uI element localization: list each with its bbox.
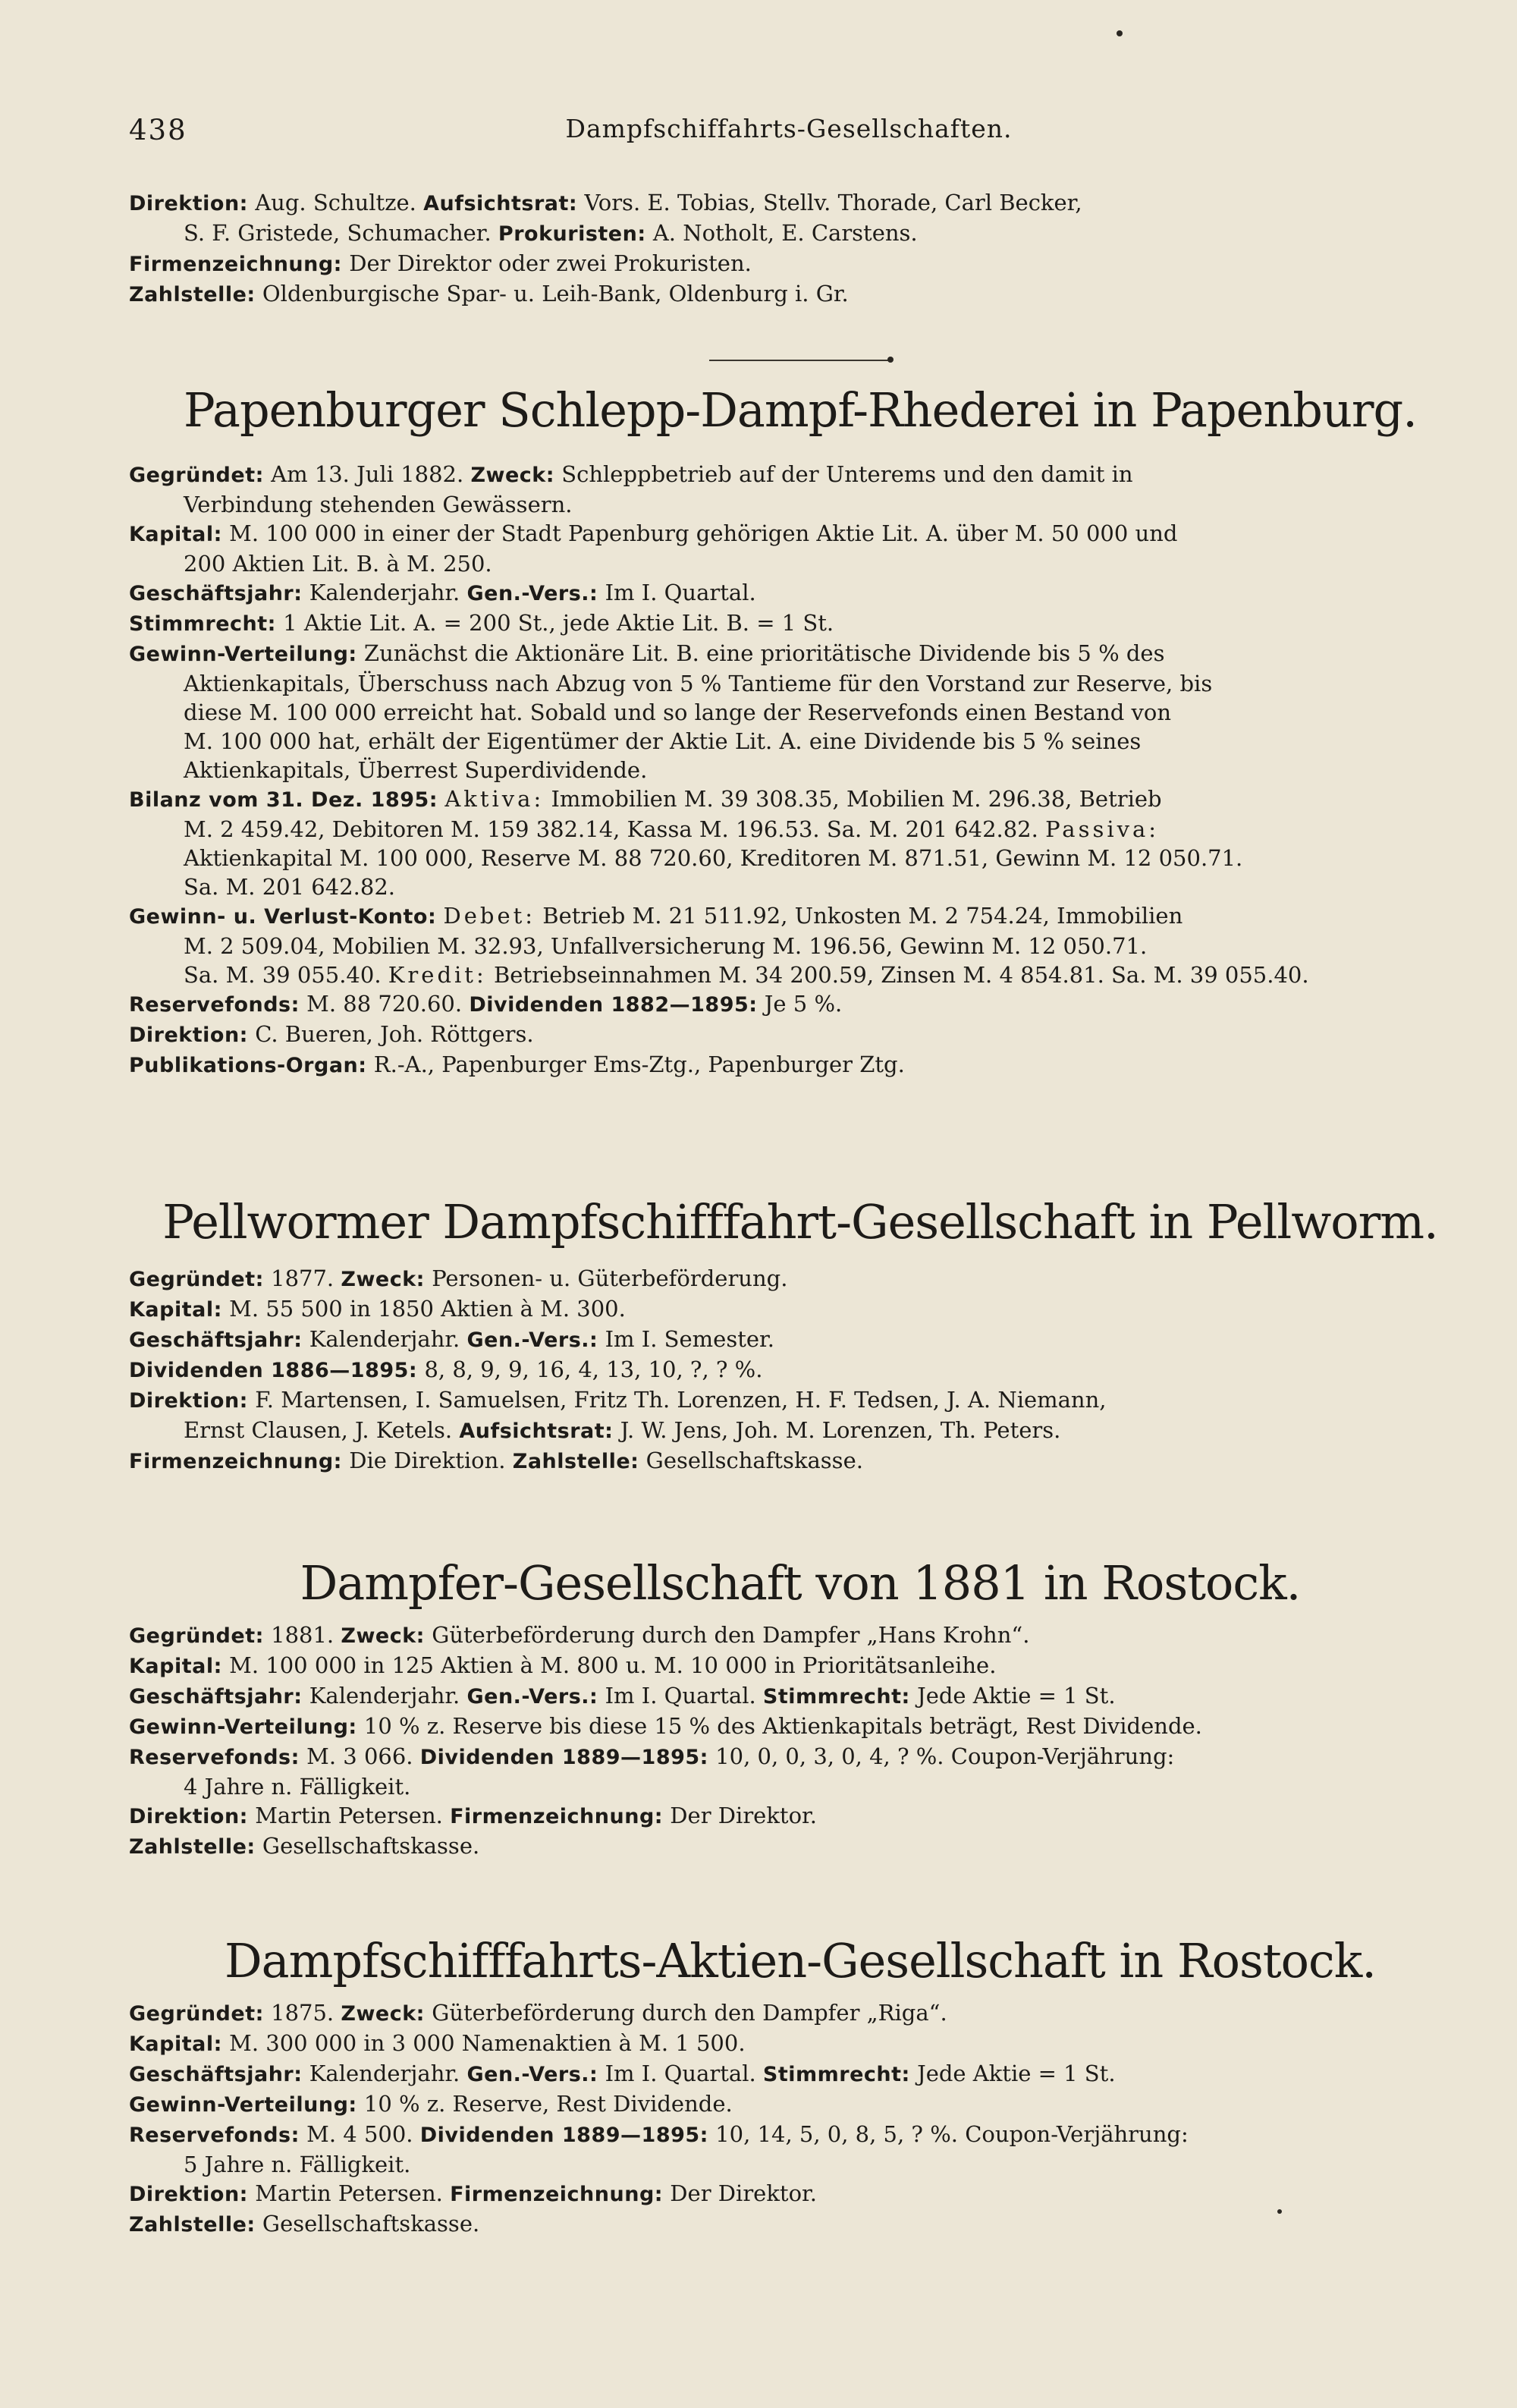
field-value: Gesellschaftskasse.: [645, 1448, 863, 1473]
field-label: Direktion:: [129, 1805, 248, 1828]
entry-line: [129, 669, 1471, 698]
field-value: 10, 14, 5, 0, 8, 5, ? %.: [715, 2121, 958, 2147]
field-value: Coupon-Verjährung:: [950, 1743, 1175, 1769]
entry-line: [129, 756, 1471, 784]
field-value: Martin Petersen.: [255, 1803, 443, 1828]
field-value: 1877.: [271, 1265, 334, 1291]
field-label: Direktion:: [129, 1389, 248, 1413]
entry-pellwormer: [129, 1264, 1471, 1476]
field-value: Im I. Quartal.: [605, 2061, 756, 2086]
entry-line: [129, 1831, 1471, 1862]
print-speck: [1277, 2209, 1282, 2214]
entry-line: [129, 1651, 1471, 1681]
entry-line: [129, 2120, 1471, 2150]
field-value: Jede Aktie = 1 St.: [917, 2061, 1116, 2086]
field-value: M. 3 066.: [306, 1743, 413, 1769]
field-value: Betrieb M. 21 511.92, Unkosten M. 2 754.24, Immobilien: [542, 903, 1183, 929]
field-label: Reservefonds:: [129, 1746, 300, 1769]
entry-line: [129, 1294, 1471, 1325]
entry-line: [129, 1998, 1471, 2029]
section-title-dampfschifffahrts-rostock: Dampfschifffahrts-Aktien-Gesellschaft in Rostock.: [224, 1933, 1377, 1988]
field-value: Immobilien M. 39 308.35, Mobilien M. 296.38, Betrieb: [551, 786, 1162, 812]
entry-line: [129, 2089, 1471, 2120]
field-label: Zahlstelle:: [129, 2213, 256, 2237]
field-value: Vors. E. Tobias, Stellv. Thorade, Carl Becker,: [584, 190, 1082, 215]
field-value: Der Direktor oder zwei Prokuristen.: [349, 250, 752, 276]
entry-line: [129, 2179, 1471, 2209]
entry-line: [129, 2150, 1471, 2179]
field-label: Firmenzeichnung:: [450, 1805, 664, 1828]
running-header: [129, 114, 1449, 159]
field-label: Firmenzeichnung:: [129, 1450, 342, 1473]
field-label: Zahlstelle:: [512, 1450, 639, 1473]
field-value: M. 100 000 in einer der Stadt Papenburg gehörigen Aktie Lit. A. über M. 50 000 und: [229, 520, 1178, 546]
entry-line: [129, 872, 1471, 901]
field-label: Gegründet:: [129, 464, 264, 487]
entry-line: [129, 1416, 1471, 1446]
field-label: Geschäftsjahr:: [129, 582, 303, 605]
entry-line: [129, 844, 1471, 872]
entry-line: [129, 901, 1471, 932]
field-value: Güterbeförderung durch den Dampfer „Hans Krohn“.: [432, 1622, 1030, 1648]
field-label: Kapital:: [129, 1298, 222, 1322]
field-label: Firmenzeichnung:: [450, 2183, 664, 2206]
section-title-pellwormer: Pellwormer Dampfschifffahrt-Gesellschaft in Pellworm.: [162, 1194, 1438, 1250]
field-label: Gen.-Vers.:: [466, 1328, 598, 1352]
field-label: Geschäftsjahr:: [129, 1328, 303, 1352]
entry-line: [129, 549, 1471, 578]
field-label: Geschäftsjahr:: [129, 1685, 303, 1709]
field-label: Publikations-Organ:: [129, 1054, 367, 1077]
field-value: 4 Jahre n. Fälligkeit.: [184, 1774, 411, 1800]
field-label: Gewinn- u. Verlust-Konto:: [129, 905, 437, 929]
field-label: Bilanz vom 31. Dez. 1895:: [129, 788, 438, 812]
entry-line: [129, 1020, 1471, 1050]
field-value: Personen- u. Güterbeförderung.: [432, 1265, 788, 1291]
field-value: M. 100 000 hat, erhält der Eigentümer der Aktie Lit. A. eine Dividende bis 5 % seines: [184, 728, 1142, 754]
running-title: Dampfschiffahrts-Gesellschaften.: [565, 114, 1013, 143]
entry-line: [129, 279, 1471, 310]
field-label: Dividenden 1889—1895:: [419, 1746, 708, 1769]
field-value: Zunächst die Aktionäre Lit. B. eine prioritätische Dividende bis 5 % des: [363, 640, 1165, 666]
entry-line: [129, 1772, 1471, 1801]
entry-papenburger: [129, 460, 1471, 1080]
field-label: Gewinn-Verteilung:: [129, 2093, 357, 2117]
field-value: Kredit:: [388, 962, 487, 988]
field-value: 10 % z. Reserve bis diese 15 % des Aktienkapitals beträgt, Rest Dividende.: [363, 1713, 1202, 1739]
field-label: Gen.-Vers.:: [466, 1685, 598, 1709]
field-value: Verbindung stehenden Gewässern.: [184, 492, 573, 517]
entry-line: [129, 1385, 1471, 1416]
entry-line: [129, 1681, 1471, 1712]
entry-line: [129, 460, 1471, 490]
field-value: Aug. Schultze.: [255, 190, 416, 215]
entry-line: [129, 989, 1471, 1020]
field-value: C. Bueren, Joh. Röttgers.: [255, 1021, 534, 1047]
field-label: Gegründet:: [129, 2002, 264, 2026]
entry-line: [129, 218, 1471, 249]
entry-line: [129, 490, 1471, 519]
field-value: Martin Petersen.: [255, 2180, 443, 2206]
field-label: Zweck:: [341, 1268, 425, 1291]
entry-line: [129, 2029, 1471, 2059]
entry-dampfer-1881: [129, 1621, 1471, 1862]
field-value: Je 5 %.: [764, 991, 843, 1017]
field-value: 1881.: [271, 1622, 334, 1648]
field-label: Gewinn-Verteilung:: [129, 643, 357, 666]
entry-line: [129, 960, 1471, 989]
field-value: 1 Aktie Lit. A. = 200 St., jede Aktie Lit. B. = 1 St.: [283, 610, 834, 636]
divider-dot: [887, 357, 894, 363]
field-value: Aktienkapitals, Überschuss nach Abzug von 5 % Tantieme für den Vorstand zur Reserve, bis: [184, 671, 1213, 696]
field-value: F. Martensen, I. Samuelsen, Fritz Th. Lorenzen, H. F. Tedsen, J. A. Niemann,: [255, 1387, 1107, 1413]
field-label: Dividenden 1882—1895:: [469, 993, 758, 1017]
field-label: Reservefonds:: [129, 993, 300, 1017]
entry-line: [129, 519, 1471, 549]
field-value: Passiva:: [1045, 816, 1160, 842]
field-label: Dividenden 1889—1895:: [419, 2124, 708, 2147]
field-label: Gegründet:: [129, 1624, 264, 1648]
field-value: 10 % z. Reserve, Rest Dividende.: [363, 2091, 733, 2117]
field-value: A. Notholt, E. Carstens.: [652, 220, 918, 246]
field-value: Ernst Clausen, J. Ketels.: [184, 1417, 453, 1443]
field-value: Debet:: [443, 903, 536, 929]
field-value: Sa. M. 201 642.82.: [184, 874, 395, 900]
section-title-papenburger: Papenburger Schlepp-Dampf-Rhederei in Papenburg.: [184, 382, 1417, 438]
field-label: Stimmrecht:: [129, 612, 276, 636]
section-title-dampfer-1881: Dampfer-Gesellschaft von 1881 in Rostock.: [300, 1555, 1301, 1611]
field-value: 8, 8, 9, 9, 16, 4, 13, 10, ?, ? %.: [424, 1356, 763, 1382]
field-label: Zweck:: [341, 1624, 425, 1648]
field-value: Der Direktor.: [670, 1803, 817, 1828]
field-label: Kapital:: [129, 1655, 222, 1678]
field-label: Zweck:: [470, 464, 555, 487]
field-value: Im I. Semester.: [605, 1326, 774, 1352]
field-value: Aktiva:: [444, 786, 545, 812]
entry-line: [129, 1621, 1471, 1651]
entry-previous-tail: [129, 188, 1471, 310]
field-value: Coupon-Verjährung:: [965, 2121, 1189, 2147]
field-value: M. 100 000 in 125 Aktien à M. 800 u. M. 10 000 in Prioritätsanleihe.: [229, 1652, 997, 1678]
field-value: R.-A., Papenburger Ems-Ztg., Papenburger Ztg.: [373, 1052, 905, 1077]
field-value: Gesellschaftskasse.: [262, 2211, 480, 2237]
field-label: Gewinn-Verteilung:: [129, 1715, 357, 1739]
field-value: Im I. Quartal.: [605, 580, 756, 605]
field-value: M. 300 000 in 3 000 Namenaktien à M. 1 500.: [229, 2030, 746, 2056]
field-value: 5 Jahre n. Fälligkeit.: [184, 2152, 411, 2177]
entry-line: [129, 1801, 1471, 1831]
field-value: Am 13. Juli 1882.: [271, 461, 464, 487]
field-label: Geschäftsjahr:: [129, 2063, 303, 2086]
print-speck: [1117, 30, 1123, 36]
field-value: Aktienkapitals, Überrest Superdividende.: [184, 757, 648, 783]
entry-line: [129, 1050, 1471, 1080]
field-value: Sa. M. 39 055.40.: [184, 962, 382, 988]
field-label: Dividenden 1886—1895:: [129, 1359, 418, 1382]
field-label: Direktion:: [129, 1023, 248, 1047]
field-value: 200 Aktien Lit. B. à M. 250.: [184, 551, 492, 577]
entry-dampfschifffahrts-rostock: [129, 1998, 1471, 2240]
field-value: M. 2 509.04, Mobilien M. 32.93, Unfallversicherung M. 196.56, Gewinn M. 12 050.71.: [184, 933, 1148, 959]
field-value: Im I. Quartal.: [605, 1683, 756, 1709]
field-value: M. 55 500 in 1850 Aktien à M. 300.: [229, 1296, 626, 1322]
entry-line: [129, 784, 1471, 815]
entry-line: [129, 2209, 1471, 2240]
field-label: Gen.-Vers.:: [466, 2063, 598, 2086]
entry-line: [129, 639, 1471, 669]
page-number: 438: [129, 114, 187, 146]
entry-line: [129, 608, 1471, 639]
entry-line: [129, 1325, 1471, 1355]
field-label: Aufsichtsrat:: [423, 192, 578, 215]
field-label: Kapital:: [129, 2032, 222, 2056]
field-value: Gesellschaftskasse.: [262, 1833, 480, 1859]
field-value: Kalenderjahr.: [309, 1683, 460, 1709]
entry-line: [129, 1712, 1471, 1742]
field-label: Reservefonds:: [129, 2124, 300, 2147]
field-value: M. 4 500.: [306, 2121, 413, 2147]
entry-line: [129, 932, 1471, 960]
entry-line: [129, 1264, 1471, 1294]
field-value: 10, 0, 0, 3, 0, 4, ? %.: [715, 1743, 944, 1769]
entry-line: [129, 1742, 1471, 1772]
field-value: Schleppbetrieb auf der Unterems und den damit in: [561, 461, 1133, 487]
field-value: Kalenderjahr.: [309, 580, 460, 605]
entry-line: [129, 578, 1471, 608]
field-label: Gegründet:: [129, 1268, 264, 1291]
entry-line: [129, 188, 1471, 218]
field-label: Prokuristen:: [498, 222, 646, 246]
field-label: Zahlstelle:: [129, 1835, 256, 1859]
field-value: Betriebseinnahmen M. 34 200.59, Zinsen M. 4 854.81. Sa. M. 39 055.40.: [493, 962, 1309, 988]
field-label: Direktion:: [129, 2183, 248, 2206]
field-label: Zweck:: [341, 2002, 425, 2026]
field-value: Der Direktor.: [670, 2180, 817, 2206]
field-value: diese M. 100 000 erreicht hat. Sobald und so lange der Reservefonds einen Bestand von: [184, 699, 1172, 725]
field-label: Stimmrecht:: [762, 1685, 910, 1709]
field-value: Aktienkapital M. 100 000, Reserve M. 88 720.60, Kreditoren M. 871.51, Gewinn M. 12 050.71.: [184, 845, 1243, 871]
field-value: Kalenderjahr.: [309, 2061, 460, 2086]
field-value: M. 88 720.60.: [306, 991, 463, 1017]
field-value: Die Direktion.: [349, 1448, 506, 1473]
field-label: Firmenzeichnung:: [129, 253, 342, 276]
field-value: J. W. Jens, Joh. M. Lorenzen, Th. Peters.: [620, 1417, 1061, 1443]
field-value: 1875.: [271, 2000, 334, 2026]
field-value: Kalenderjahr.: [309, 1326, 460, 1352]
entry-line: [129, 1446, 1471, 1476]
field-value: Güterbeförderung durch den Dampfer „Riga“.: [432, 2000, 947, 2026]
field-value: Oldenburgische Spar- u. Leih-Bank, Oldenburg i. Gr.: [262, 281, 849, 307]
entry-line: [129, 698, 1471, 727]
field-value: M. 2 459.42, Debitoren M. 159 382.14, Kassa M. 196.53. Sa. M. 201 642.82.: [184, 816, 1038, 842]
field-label: Aufsichtsrat:: [459, 1419, 614, 1443]
entry-line: [129, 2059, 1471, 2089]
entry-line: [129, 249, 1471, 279]
field-label: Kapital:: [129, 523, 222, 546]
field-label: Gen.-Vers.:: [466, 582, 598, 605]
field-value: Jede Aktie = 1 St.: [917, 1683, 1116, 1709]
entry-line: [129, 1355, 1471, 1385]
field-label: Direktion:: [129, 192, 248, 215]
section-divider: [709, 360, 891, 361]
entry-line: [129, 815, 1471, 844]
field-label: Zahlstelle:: [129, 283, 256, 307]
field-value: S. F. Gristede, Schumacher.: [184, 220, 492, 246]
field-label: Stimmrecht:: [762, 2063, 910, 2086]
entry-line: [129, 727, 1471, 756]
